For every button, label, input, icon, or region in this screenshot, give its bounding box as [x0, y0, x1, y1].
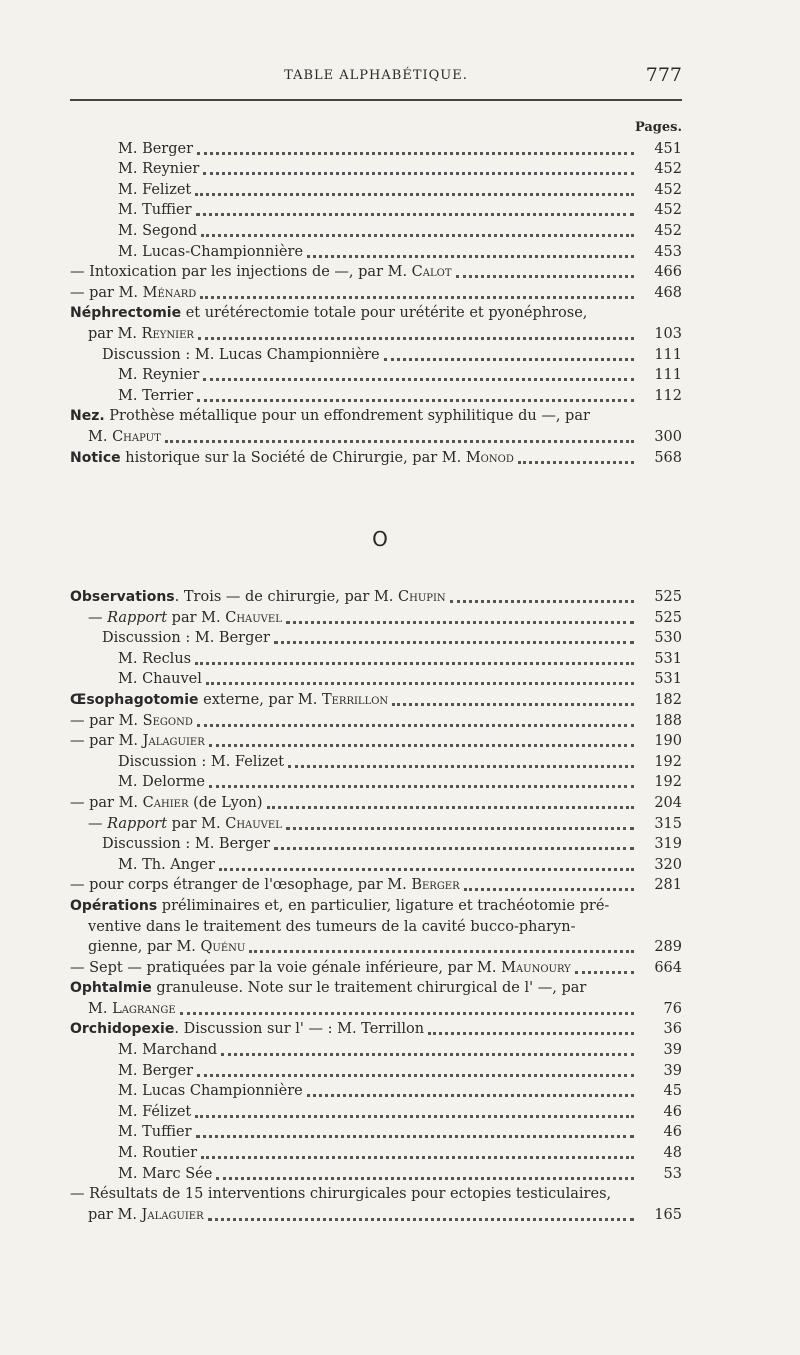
entry-page-number: 39 [663, 1062, 682, 1079]
entry-text [118, 180, 191, 201]
index-entry [70, 345, 682, 366]
dot-leader [203, 172, 634, 175]
index-entry [70, 1143, 682, 1164]
entry-headword: Œsophagotomie [70, 691, 199, 708]
entry-page-number: 165 [654, 1206, 682, 1223]
dot-leader [197, 1074, 634, 1077]
dot-leader [274, 847, 634, 850]
index-entry [70, 649, 682, 670]
entry-text [70, 875, 460, 896]
dot-leader [307, 255, 634, 258]
header-rule [70, 99, 682, 101]
page-number: 777 [645, 64, 682, 86]
entry-text [70, 262, 452, 283]
entry-page-number: 103 [654, 325, 682, 342]
entry-text [88, 814, 282, 835]
entry-text [70, 303, 587, 324]
index-entry [70, 711, 682, 732]
entry-text [102, 345, 380, 366]
entry-body: Discussion : M. Berger [102, 630, 270, 647]
entry-page-number: 190 [654, 733, 682, 750]
entry-headword: Orchidopexie [70, 1021, 175, 1038]
entry-author: Segond [142, 712, 193, 729]
index-entry [70, 958, 682, 979]
entry-page-number: 48 [663, 1145, 682, 1162]
entry-headword: Néphrectomie [70, 305, 182, 322]
index-entry [70, 159, 682, 180]
running-header [70, 64, 682, 94]
dot-leader [180, 1012, 634, 1015]
entry-page-number: 46 [663, 1103, 682, 1120]
index-entry [70, 875, 682, 896]
entry-body: M. Tuffier [118, 1124, 192, 1141]
entry-page-number: 188 [654, 712, 682, 729]
entry-body: M. Marc Sée [118, 1165, 213, 1182]
dot-leader [197, 399, 634, 402]
entry-body: M. Reynier [118, 161, 200, 178]
section-letter: O [372, 527, 388, 551]
entry-body: — par M. [70, 733, 143, 750]
dot-leader [464, 888, 634, 891]
entry-author: Chauvel [225, 609, 282, 626]
entry-author: Monod [465, 449, 514, 466]
pages-column-label: Pages. [634, 120, 682, 135]
index-entry [70, 669, 682, 690]
entry-page-number: 192 [654, 753, 682, 770]
entry-page-number: 530 [654, 630, 682, 647]
entry-page-number: 452 [654, 181, 682, 198]
index-entry [70, 427, 682, 448]
entry-body: et urétérectomie totale pour urétérite et pyonéphrose, [181, 305, 588, 322]
dot-leader [286, 621, 634, 624]
entry-body: préliminaires et, en particulier, ligature et trachéotomie pré- [157, 897, 610, 914]
entry-headword: Notice [70, 449, 121, 466]
entry-italic: Rapport [107, 815, 168, 832]
dot-leader [197, 152, 634, 155]
entry-text [70, 587, 446, 608]
entry-text [70, 283, 196, 304]
entry-body: M. Felizet [118, 181, 192, 198]
dot-leader [165, 440, 634, 443]
dot-leader [203, 378, 634, 381]
entry-text [88, 324, 194, 345]
entry-body: — par M. [70, 794, 143, 811]
entry-body: Discussion : M. Berger [102, 836, 270, 853]
entry-author: Berger [411, 877, 460, 894]
index-entry [70, 690, 682, 711]
dot-leader [392, 703, 634, 706]
entry-body: . Discussion sur l' — : M. Terrillon [174, 1021, 425, 1038]
entry-page-number: 46 [663, 1124, 682, 1141]
dot-leader [201, 234, 634, 237]
entry-text [70, 793, 263, 814]
entry-prefix: — [88, 815, 108, 832]
dot-leader [518, 461, 634, 464]
dot-leader [196, 213, 634, 216]
entry-body: M. Terrier [118, 387, 194, 404]
entry-text [70, 406, 590, 427]
entry-page-number: 53 [663, 1165, 682, 1182]
entry-text [118, 772, 205, 793]
entry-body: M. Lucas Championnière [118, 1083, 303, 1100]
entry-page-number: 452 [654, 222, 682, 239]
index-entry [70, 448, 682, 469]
entry-text [118, 1061, 193, 1082]
index-entry [70, 1061, 682, 1082]
entry-text [70, 1019, 424, 1040]
entry-italic: Rapport [107, 609, 168, 626]
entry-page-number: 111 [654, 346, 682, 363]
entry-text [70, 448, 514, 469]
index-entry [70, 937, 682, 958]
entry-page-number: 192 [654, 774, 682, 791]
entry-text [70, 711, 193, 732]
index-entry [70, 1019, 682, 1040]
dot-leader [267, 806, 634, 809]
entry-body: M. Delorme [118, 774, 205, 791]
dot-leader [198, 337, 634, 340]
entry-text [118, 365, 199, 386]
entry-body: M. Routier [118, 1145, 198, 1162]
entry-page-number: 451 [654, 140, 682, 157]
entry-page-number: 45 [663, 1083, 682, 1100]
index-entry [70, 855, 682, 876]
index-entry [70, 834, 682, 855]
index-entry [70, 365, 682, 386]
entry-page-number: 289 [654, 939, 682, 956]
pages-column-label-row [70, 118, 682, 139]
entry-body: Discussion : M. Lucas Championnière [102, 346, 380, 363]
index-section-n [70, 118, 682, 468]
index-entry [70, 917, 682, 938]
entry-text [88, 999, 176, 1020]
entry-text [118, 1164, 212, 1185]
index-entry [70, 978, 682, 999]
entry-body: M. Berger [118, 1062, 194, 1079]
dot-leader [274, 641, 634, 644]
entry-page-number: 320 [654, 856, 682, 873]
index-entry [70, 772, 682, 793]
entry-author: Lagrange [112, 1000, 176, 1017]
dot-leader [288, 765, 634, 768]
dot-leader [209, 785, 634, 788]
entry-author: Jalaguier [141, 1206, 204, 1223]
index-entry [70, 1205, 682, 1226]
entry-author: Cahier [142, 794, 189, 811]
entry-text [118, 1081, 303, 1102]
dot-leader [196, 1135, 634, 1138]
entry-text [118, 242, 303, 263]
entry-text [118, 669, 202, 690]
dot-leader [209, 744, 634, 747]
entry-author: Ménard [142, 284, 197, 301]
index-entry [70, 608, 682, 629]
entry-body: M. [88, 1000, 113, 1017]
index-entry [70, 731, 682, 752]
index-entry [70, 221, 682, 242]
entry-body: par M. [167, 815, 226, 832]
index-entry [70, 406, 682, 427]
index-entry [70, 814, 682, 835]
dot-leader [195, 193, 634, 196]
entry-body: par M. [88, 1206, 142, 1223]
entry-body: — Sept — pratiquées par la voie génale inférieure, par M. [70, 959, 502, 976]
entry-text [70, 731, 205, 752]
index-entry [70, 200, 682, 221]
entry-body: M. Segond [118, 222, 198, 239]
entry-text [70, 896, 609, 917]
entry-text [70, 958, 571, 979]
index-entry [70, 283, 682, 304]
index-entry [70, 242, 682, 263]
index-entry [70, 1081, 682, 1102]
entry-text [102, 628, 270, 649]
header-title: TABLE ALPHABÉTIQUE. [284, 68, 468, 83]
entry-body: M. Tuffier [118, 202, 192, 219]
entry-author: Calot [411, 264, 452, 281]
dot-leader [450, 600, 634, 603]
dot-leader [384, 358, 634, 361]
index-entry [70, 896, 682, 917]
entry-author: Terrillon [321, 691, 389, 708]
entry-text [102, 834, 270, 855]
index-entry [70, 1040, 682, 1061]
entry-page-number: 468 [654, 284, 682, 301]
dot-leader [307, 1094, 634, 1097]
index-entry [70, 587, 682, 608]
entry-page-number: 525 [654, 609, 682, 626]
entry-headword: Observations [70, 589, 175, 605]
entry-body: — par M. [70, 284, 143, 301]
dot-leader [208, 1218, 634, 1221]
dot-leader [456, 275, 635, 278]
entry-body: — par M. [70, 712, 143, 729]
index-entry [70, 303, 682, 324]
entry-text [88, 1205, 204, 1226]
entry-page-number: 36 [663, 1021, 682, 1038]
dot-leader [575, 971, 634, 974]
entry-text [118, 139, 193, 160]
entry-page-number: 568 [654, 449, 682, 466]
entry-text [118, 649, 191, 670]
entry-body: M. Lucas-Championnière [118, 243, 304, 260]
entry-page-number: 204 [654, 794, 682, 811]
entry-text [118, 1102, 191, 1123]
index-entry [70, 386, 682, 407]
entry-body: par M. [167, 609, 226, 626]
dot-leader [219, 868, 634, 871]
index-entry [70, 628, 682, 649]
entry-page-number: 531 [654, 650, 682, 667]
index-entry [70, 999, 682, 1020]
entry-headword: Opérations [70, 897, 158, 914]
entry-body: M. Berger [118, 140, 194, 157]
entry-prefix: — [88, 609, 108, 626]
entry-author: Quénu [200, 939, 246, 956]
index-entry [70, 180, 682, 201]
index-entry [70, 752, 682, 773]
index-entry [70, 139, 682, 160]
dot-leader [221, 1053, 634, 1056]
entry-page-number: 281 [654, 877, 682, 894]
entry-body: par M. [88, 325, 142, 342]
entry-body: M. Chauvel [118, 671, 202, 688]
dot-leader [206, 682, 634, 685]
index-entry [70, 1102, 682, 1123]
entry-text [118, 1040, 217, 1061]
entry-body: — pour corps étranger de l'œsophage, par M. [70, 877, 412, 894]
entry-page-number: 525 [654, 589, 682, 605]
entry-body: M. Marchand [118, 1042, 218, 1059]
dot-leader [428, 1032, 634, 1035]
entry-text [118, 386, 193, 407]
entry-text [70, 690, 388, 711]
entry-page-number: 452 [654, 202, 682, 219]
entry-text [118, 159, 199, 180]
dot-leader [286, 827, 634, 830]
entry-body: . Trois — de chirurgie, par M. [174, 589, 399, 605]
entry-text [118, 200, 192, 221]
entry-body: ventive dans le traitement des tumeurs de la cavité bucco-pharyn- [88, 918, 576, 935]
entry-text [88, 427, 161, 448]
entry-headword: Nez. [70, 408, 105, 425]
entry-author: Maunoury [501, 959, 571, 976]
entry-text [118, 1122, 192, 1143]
entry-page-number: 531 [654, 671, 682, 688]
entry-page-number: 664 [654, 959, 682, 976]
entry-page-number: 319 [654, 836, 682, 853]
index-entry [70, 793, 682, 814]
entry-body: — Intoxication par les injections de —, par M. [70, 264, 412, 281]
entry-body: externe, par M. [198, 691, 322, 708]
entry-text [118, 752, 284, 773]
entry-page-number: 452 [654, 161, 682, 178]
entry-body: M. Reynier [118, 367, 200, 384]
entry-body: granuleuse. Note sur le traitement chirurgical de l' —, par [151, 980, 587, 997]
entry-suffix: (de Lyon) [188, 794, 263, 811]
entry-author: Chauvel [225, 815, 282, 832]
entry-body: historique sur la Société de Chirurgie, par M. [120, 449, 466, 466]
entry-page-number: 112 [654, 387, 682, 404]
entry-body: M. Th. Anger [118, 856, 215, 873]
index-entry [70, 324, 682, 345]
entry-text [118, 221, 197, 242]
dot-leader [195, 1115, 634, 1118]
entry-page-number: 453 [654, 243, 682, 260]
entry-text [70, 978, 586, 999]
entry-text [88, 937, 245, 958]
dot-leader [216, 1177, 634, 1180]
entry-body: — Résultats de 15 interventions chirurgicales pour ectopies testiculaires, [70, 1186, 612, 1203]
dot-leader [201, 1156, 634, 1159]
index-section-o [70, 587, 682, 1225]
dot-leader [249, 950, 634, 953]
entry-page-number: 111 [654, 367, 682, 384]
entry-page-number: 300 [654, 428, 682, 445]
dot-leader [195, 662, 634, 665]
index-entry [70, 1184, 682, 1205]
entry-page-number: 315 [654, 815, 682, 832]
entry-author: Jalaguier [142, 733, 205, 750]
dot-leader [197, 724, 634, 727]
entry-body: Prothèse métallique pour un effondrement syphilitique du —, par [104, 408, 590, 425]
entry-text [118, 855, 215, 876]
entry-body: M. Reclus [118, 650, 192, 667]
entry-text [70, 1184, 611, 1205]
index-entry [70, 262, 682, 283]
index-entry [70, 1164, 682, 1185]
entry-author: Chaput [112, 428, 161, 445]
entry-headword: Ophtalmie [70, 980, 152, 997]
entry-body: M. [88, 428, 113, 445]
entry-page-number: 39 [663, 1042, 682, 1059]
entry-body: M. Félizet [118, 1103, 192, 1120]
entry-body: Discussion : M. Felizet [118, 753, 285, 770]
entry-author: Reynier [141, 325, 194, 342]
entry-text [88, 917, 575, 938]
dot-leader [200, 296, 634, 299]
entry-page-number: 76 [663, 1000, 682, 1017]
index-entry [70, 1122, 682, 1143]
entry-author: Chupin [398, 589, 446, 605]
entry-body: gienne, par M. [88, 939, 201, 956]
entry-page-number: 466 [654, 264, 682, 281]
entry-page-number: 182 [654, 691, 682, 708]
entry-text [118, 1143, 197, 1164]
entry-text [88, 608, 282, 629]
